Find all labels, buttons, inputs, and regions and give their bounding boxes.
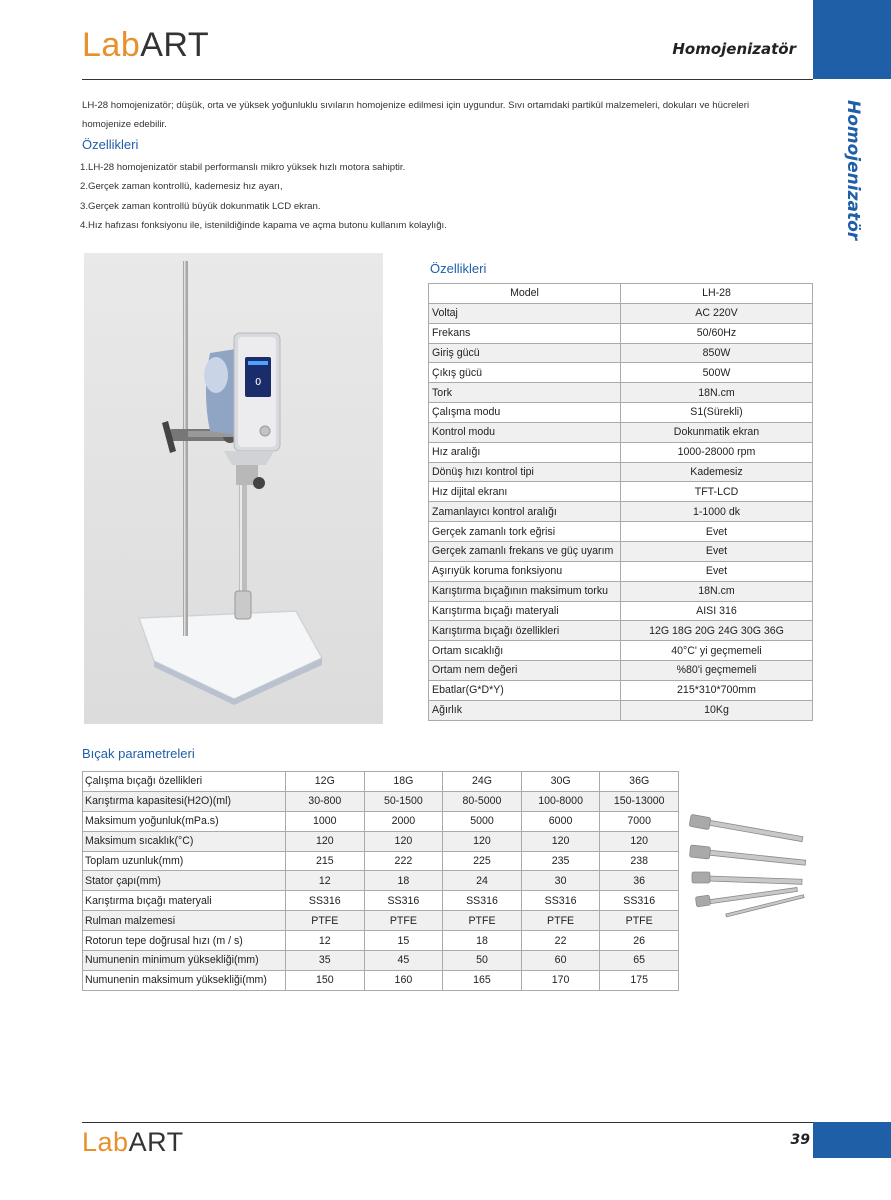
blade-param-key: Maksimum sıcaklık(°C): [83, 831, 286, 851]
table-row: [83, 791, 679, 811]
table-row: [429, 442, 813, 462]
blade-param-value: 12: [286, 931, 365, 951]
table-row: [83, 831, 679, 851]
logo-lab-text: Lab: [82, 1127, 129, 1157]
blade-param-value: 160: [364, 970, 443, 990]
spec-header-label: Model: [429, 284, 621, 304]
blade-param-value: 36G: [600, 772, 679, 792]
blade-param-value: 30-800: [286, 791, 365, 811]
blade-param-value: 12: [286, 871, 365, 891]
spec-key: Karıştırma bıçağının maksimum torku: [429, 581, 621, 601]
blade-param-key: Karıştırma bıçağı materyali: [83, 891, 286, 911]
table-row: [429, 383, 813, 403]
blade-param-key: Numunenin maksimum yüksekliği(mm): [83, 970, 286, 990]
table-row: [429, 581, 813, 601]
blade-param-value: SS316: [364, 891, 443, 911]
blade-param-value: 120: [443, 831, 522, 851]
table-row: [429, 680, 813, 700]
page-number: 39: [790, 1132, 810, 1148]
blade-param-value: 165: [443, 970, 522, 990]
page-title: Homojenizatör: [672, 40, 796, 58]
spec-value: Evet: [621, 522, 813, 542]
blade-param-value: 6000: [521, 811, 600, 831]
blade-param-value: 2000: [364, 811, 443, 831]
spec-key: Çalışma modu: [429, 403, 621, 423]
spec-key: Ortam sıcaklığı: [429, 641, 621, 661]
spec-table: [428, 283, 813, 721]
blade-param-value: 120: [600, 831, 679, 851]
blade-param-value: 26: [600, 931, 679, 951]
spec-key: Karıştırma bıçağı özellikleri: [429, 621, 621, 641]
blade-param-value: 36: [600, 871, 679, 891]
blade-param-value: 215: [286, 851, 365, 871]
header-divider: [82, 79, 813, 80]
spec-key: Tork: [429, 383, 621, 403]
product-photo: [84, 253, 383, 724]
table-row: [429, 462, 813, 482]
feature-item: 1.LH-28 homojenizatör stabil performanslı mikro yüksek hızlı motora sahiptir.: [80, 162, 406, 173]
blade-param-value: 15: [364, 931, 443, 951]
blade-param-key: Rotorun tepe doğrusal hızı (m / s): [83, 931, 286, 951]
spec-key: Kontrol modu: [429, 422, 621, 442]
feature-item: 2.Gerçek zaman kontrollü, kademesiz hız ayarı,: [80, 181, 283, 193]
spec-value: 215*310*700mm: [621, 680, 813, 700]
table-row: [429, 561, 813, 581]
spec-value: 500W: [621, 363, 813, 383]
table-row: [429, 541, 813, 561]
homogenizer-illustration: [84, 253, 383, 724]
spec-value: 850W: [621, 343, 813, 363]
blade-param-value: 50-1500: [364, 791, 443, 811]
blade-param-value: SS316: [521, 891, 600, 911]
table-row: [429, 343, 813, 363]
footer-corner-block: [813, 1122, 891, 1158]
blade-param-value: 150: [286, 970, 365, 990]
table-row: [429, 422, 813, 442]
blade-param-key: Rulman malzemesi: [83, 911, 286, 931]
footer-divider: [82, 1122, 813, 1123]
spec-value: 1-1000 dk: [621, 502, 813, 522]
spec-key: Giriş gücü: [429, 343, 621, 363]
blade-param-key: Çalışma bıçağı özellikleri: [83, 772, 286, 792]
table-row: [429, 641, 813, 661]
blade-param-value: 24: [443, 871, 522, 891]
blade-param-value: SS316: [443, 891, 522, 911]
table-row: [83, 851, 679, 871]
blade-param-value: 120: [286, 831, 365, 851]
blade-param-value: 80-5000: [443, 791, 522, 811]
blade-param-value: 238: [600, 851, 679, 871]
dispersing-tools-illustration: [686, 810, 816, 922]
spec-key: Frekans: [429, 323, 621, 343]
blade-param-value: 225: [443, 851, 522, 871]
side-tab-title: [837, 100, 863, 240]
table-row: [429, 661, 813, 681]
blade-param-value: 120: [521, 831, 600, 851]
blade-param-value: 65: [600, 951, 679, 971]
side-title-text: Homojenizatör: [843, 100, 863, 241]
blade-param-value: 30: [521, 871, 600, 891]
spec-value: 18N.cm: [621, 581, 813, 601]
table-row: [429, 522, 813, 542]
spec-key: Zamanlayıcı kontrol aralığı: [429, 502, 621, 522]
logo-art-text: ART: [140, 26, 210, 64]
spec-key: Ortam nem değeri: [429, 661, 621, 681]
spec-value: S1(Sürekli): [621, 403, 813, 423]
blade-param-key: Stator çapı(mm): [83, 871, 286, 891]
table-row: [83, 772, 679, 792]
blade-param-key: Toplam uzunluk(mm): [83, 851, 286, 871]
table-row: [429, 303, 813, 323]
spec-key: Ağırlık: [429, 700, 621, 720]
blade-param-value: 18: [364, 871, 443, 891]
spec-value: Evet: [621, 541, 813, 561]
header-corner-block: [813, 0, 891, 79]
blade-param-value: 100-8000: [521, 791, 600, 811]
blade-param-value: 35: [286, 951, 365, 971]
logo-art-text: ART: [128, 1127, 184, 1157]
blade-params-heading: Bıçak parametreleri: [82, 746, 195, 761]
table-row: [429, 601, 813, 621]
table-row: [83, 811, 679, 831]
table-row: [429, 284, 813, 304]
spec-key: Karıştırma bıçağı materyali: [429, 601, 621, 621]
logo-lab-text: Lab: [82, 26, 141, 64]
table-row: [429, 482, 813, 502]
spec-value: 50/60Hz: [621, 323, 813, 343]
blade-param-value: 7000: [600, 811, 679, 831]
blade-param-value: PTFE: [443, 911, 522, 931]
spec-key: Hız dijital ekranı: [429, 482, 621, 502]
blade-param-value: 120: [364, 831, 443, 851]
spec-key: Çıkış gücü: [429, 363, 621, 383]
spec-value: TFT-LCD: [621, 482, 813, 502]
spec-value: 10Kg: [621, 700, 813, 720]
blade-param-value: 24G: [443, 772, 522, 792]
spec-value: 18N.cm: [621, 383, 813, 403]
spec-value: %80'i geçmemeli: [621, 661, 813, 681]
features-heading: Özellikleri: [82, 137, 139, 152]
spec-key: Voltaj: [429, 303, 621, 323]
blade-param-key: Maksimum yoğunluk(mPa.s): [83, 811, 286, 831]
blade-param-value: PTFE: [364, 911, 443, 931]
table-row: [83, 951, 679, 971]
table-row: [429, 502, 813, 522]
feature-item: 4.Hız hafızası fonksiyonu ile, istenildiğinde kapama ve açma butonu kullanım kolaylığı.: [80, 219, 447, 231]
blade-param-value: 1000: [286, 811, 365, 831]
spec-value: Evet: [621, 561, 813, 581]
spec-value: 40°C' yi geçmemeli: [621, 641, 813, 661]
features-list: [80, 158, 447, 235]
display-digit: 0: [255, 377, 262, 388]
feature-item: 3.Gerçek zaman kontrollü büyük dokunmatik LCD ekran.: [80, 200, 321, 212]
blade-param-value: 18: [443, 931, 522, 951]
intro-paragraph: LH-28 homojenizatör; düşük, orta ve yüksek yoğunluklu sıvıların homojenize edilmesi için uygundur. Sıvı ortamdaki partikül malzemeleri, dokuları ve hücreleri homojenize edebilir.: [82, 100, 750, 130]
specs-heading: Özellikleri: [430, 261, 487, 276]
spec-key: Aşırıyük koruma fonksiyonu: [429, 561, 621, 581]
table-row: [429, 403, 813, 423]
blade-param-key: Karıştırma kapasitesi(H2O)(ml): [83, 791, 286, 811]
spec-value: 12G 18G 20G 24G 30G 36G: [621, 621, 813, 641]
blade-param-value: 5000: [443, 811, 522, 831]
spec-header-value: LH-28: [621, 284, 813, 304]
spec-key: Gerçek zamanlı tork eğrisi: [429, 522, 621, 542]
blade-param-value: PTFE: [600, 911, 679, 931]
table-row: [429, 363, 813, 383]
spec-key: Gerçek zamanlı frekans ve güç uyarım: [429, 541, 621, 561]
labart-logo-footer: [82, 1127, 184, 1158]
blade-param-value: 170: [521, 970, 600, 990]
table-row: [83, 891, 679, 911]
blade-param-key: Numunenin minimum yüksekliği(mm): [83, 951, 286, 971]
blade-param-value: 150-13000: [600, 791, 679, 811]
table-row: [83, 871, 679, 891]
spec-value: 1000-28000 rpm: [621, 442, 813, 462]
blade-param-value: 235: [521, 851, 600, 871]
table-row: [83, 931, 679, 951]
table-row: [83, 911, 679, 931]
spec-value: AC 220V: [621, 303, 813, 323]
blade-param-value: SS316: [286, 891, 365, 911]
blade-param-value: PTFE: [521, 911, 600, 931]
blade-param-value: 45: [364, 951, 443, 971]
table-row: [429, 700, 813, 720]
spec-key: Dönüş hızı kontrol tipi: [429, 462, 621, 482]
blade-param-value: 175: [600, 970, 679, 990]
spec-value: Dokunmatik ekran: [621, 422, 813, 442]
spec-key: Ebatlar(G*D*Y): [429, 680, 621, 700]
spec-value: AISI 316: [621, 601, 813, 621]
blade-param-value: 50: [443, 951, 522, 971]
blade-param-value: 18G: [364, 772, 443, 792]
blade-param-value: PTFE: [286, 911, 365, 931]
table-row: [429, 323, 813, 343]
blade-param-value: 60: [521, 951, 600, 971]
blade-param-value: 12G: [286, 772, 365, 792]
table-row: [429, 621, 813, 641]
blade-params-table: [82, 771, 679, 991]
labart-logo: [82, 26, 209, 65]
spec-value: Kademesiz: [621, 462, 813, 482]
blade-param-value: 222: [364, 851, 443, 871]
blade-param-value: 22: [521, 931, 600, 951]
spec-key: Hız aralığı: [429, 442, 621, 462]
blade-param-value: SS316: [600, 891, 679, 911]
table-row: [83, 970, 679, 990]
blades-photo: [686, 810, 816, 922]
blade-param-value: 30G: [521, 772, 600, 792]
